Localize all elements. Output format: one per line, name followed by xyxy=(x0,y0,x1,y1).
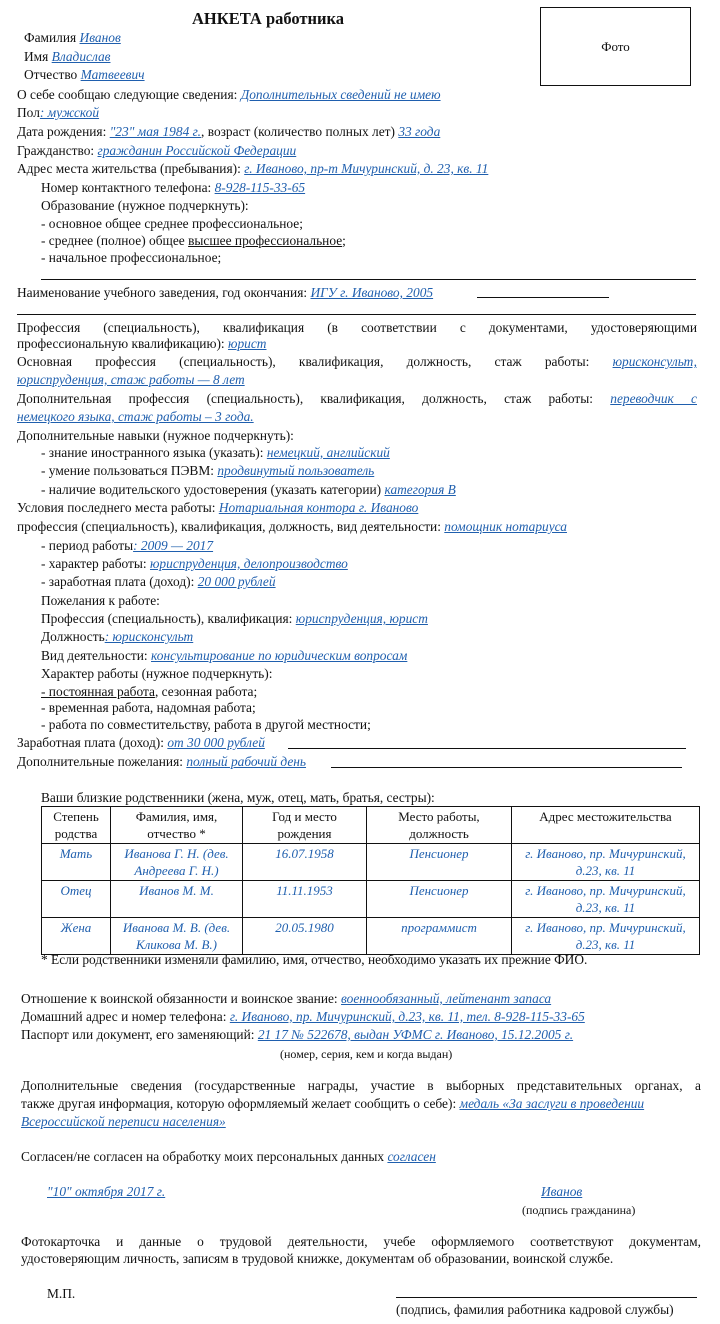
profession-line-1: Профессия (специальность), квалификация (в соответствии с документами, удостоверяющими xyxy=(17,320,697,335)
work-character-option-2[interactable]: - временная работа, надомная работа; xyxy=(41,700,256,715)
table-header-row xyxy=(42,807,700,844)
home-address-field[interactable]: г. Иваново, пр. Мичуринский, д.23, кв. 11, тел. 8-928-115-33-65 xyxy=(229,1009,585,1024)
patronymic-row: Отчество Матвеевич xyxy=(24,67,145,82)
last-job-field[interactable]: Нотариальная контора г. Иваново xyxy=(218,500,419,515)
work-character-wish-label: Характер работы (нужное подчеркнуть): xyxy=(41,666,273,681)
table-cell[interactable]: 20.05.1980 xyxy=(243,918,367,955)
work-character-field[interactable]: юриспруденция, делопроизводство xyxy=(149,556,348,571)
column-header: Место работы, должность xyxy=(367,807,512,844)
last-salary-field[interactable]: 20 000 рублей xyxy=(197,574,276,589)
skills-label: Дополнительные навыки (нужное подчеркнуть): xyxy=(17,428,294,443)
salary-field[interactable]: от 30 000 рублей xyxy=(167,735,265,750)
statement-line-1: Фотокарточка и данные о трудовой деятельности, учебе оформляемого соответствуют документам, xyxy=(21,1234,701,1249)
date-field[interactable]: "10" октября 2017 г. xyxy=(47,1184,166,1199)
column-header: Адрес местожительства xyxy=(512,807,700,844)
wishes-label: Пожелания к работе: xyxy=(41,593,160,608)
passport-field[interactable]: 21 17 № 522678, выдан УФМС г. Иваново, 15.12.2005 г. xyxy=(257,1027,574,1042)
work-character-row: - характер работы: юриспруденция, делопроизводство xyxy=(41,556,348,571)
citizenship-field[interactable]: гражданин Российской Федерации xyxy=(97,143,297,158)
work-character-option-3[interactable]: - работа по совместительству, работа в другой местности; xyxy=(41,717,371,732)
passport-row: Паспорт или документ, его заменяющий: 21 17 № 522678, выдан УФМС г. Иваново, 15.12.2005 г. xyxy=(21,1027,574,1042)
pc-skills-row: - умение пользоваться ПЭВМ: продвинутый пользователь xyxy=(41,463,375,478)
extra-info-row: также другая информация, которую оформляемый желает сообщить о себе): медаль «За заслуги в проведении xyxy=(21,1096,645,1111)
table-row xyxy=(42,918,700,955)
wished-profession-row: Профессия (специальность), квалификация: юриспруденция, юрист xyxy=(41,611,428,626)
pc-skills-field[interactable]: продвинутый пользователь xyxy=(217,463,375,478)
table-cell[interactable]: г. Иваново, пр. Мичуринский, д.23, кв. 11 xyxy=(512,918,700,955)
table-cell[interactable]: Иванов М. М. xyxy=(111,881,243,918)
signature-hint: (подпись гражданина) xyxy=(522,1203,636,1217)
last-salary-row: - заработная плата (доход): 20 000 рублей xyxy=(41,574,276,589)
driving-field[interactable]: категория В xyxy=(384,482,456,497)
institution-field[interactable]: ИГУ г. Иваново, 2005 xyxy=(310,285,434,300)
education-option-3[interactable]: - начальное профессиональное; xyxy=(41,250,222,265)
age-field[interactable]: 33 года xyxy=(398,124,441,139)
main-profession-field[interactable]: юрисконсульт, xyxy=(612,354,697,369)
table-cell[interactable]: 16.07.1958 xyxy=(243,844,367,881)
language-row: - знание иностранного языка (указать): немецкий, английский xyxy=(41,445,390,460)
language-field[interactable]: немецкий, английский xyxy=(266,445,390,460)
additional-profession-line-2: немецкого языка, стаж работы – 3 года. xyxy=(17,409,254,424)
period-field[interactable]: : 2009 — 2017 xyxy=(133,538,214,553)
driving-row: - наличие водительского удостоверения (указать категории) категория В xyxy=(41,482,456,497)
last-job-row: Условия последнего места работы: Нотариальная контора г. Иваново xyxy=(17,500,419,515)
table-cell[interactable]: г. Иваново, пр. Мичуринский, д.23, кв. 11 xyxy=(512,844,700,881)
home-address-row: Домашний адрес и номер телефона: г. Иваново, пр. Мичуринский, д.23, кв. 11, тел. 8-928-115-33-65 xyxy=(21,1009,585,1024)
name-field[interactable]: Владислав xyxy=(51,49,111,64)
sex-field[interactable]: : мужской xyxy=(39,105,100,120)
passport-hint: (номер, серия, кем и когда выдан) xyxy=(280,1047,453,1061)
last-job-profession-row: профессия (специальность), квалификация, должность, вид деятельности: помощник нотариуса xyxy=(17,519,567,534)
column-header: Год и место рождения xyxy=(243,807,367,844)
table-cell[interactable]: Пенсионер xyxy=(367,844,512,881)
military-field[interactable]: военнообязанный, лейтенант запаса xyxy=(341,991,552,1006)
phone-field[interactable]: 8-928-115-33-65 xyxy=(214,180,306,195)
profession-row: профессиональную квалификацию): юрист xyxy=(17,336,267,351)
surname-row: Фамилия Иванов xyxy=(24,30,121,45)
table-row xyxy=(42,881,700,918)
period-row: - период работы: 2009 — 2017 xyxy=(41,538,214,553)
blank-line xyxy=(288,748,686,749)
extra-wishes-row: Дополнительные пожелания: полный рабочий день xyxy=(17,754,307,769)
education-option-2[interactable]: - среднее (полное) общее высшее профессиональное; xyxy=(41,233,346,248)
address-field[interactable]: г. Иваново, пр-т Мичуринский, д. 23, кв. 11 xyxy=(244,161,489,176)
sex-row: Пол: мужской xyxy=(17,105,100,120)
consent-field[interactable]: согласен xyxy=(387,1149,436,1164)
additional-profession-field[interactable]: переводчик с xyxy=(610,391,697,406)
position-field[interactable]: : юрисконсульт xyxy=(104,629,194,644)
photo-box xyxy=(540,7,691,86)
blank-line xyxy=(477,297,609,298)
consent-row: Согласен/не согласен на обработку моих персональных данных согласен xyxy=(21,1149,436,1164)
stamp-place: М.П. xyxy=(47,1286,76,1301)
education-label: Образование (нужное подчеркнуть): xyxy=(41,198,249,213)
table-cell[interactable]: Отец xyxy=(42,881,111,918)
blank-line xyxy=(331,767,682,768)
military-row: Отношение к воинской обязанности и воинское звание: военнообязанный, лейтенант запаса xyxy=(21,991,552,1006)
name-row: Имя Владислав xyxy=(24,49,111,64)
table-row xyxy=(42,844,700,881)
main-profession-row: Основная профессия (специальность), квалификация, должность, стаж работы: юрисконсульт, xyxy=(17,354,697,369)
statement-line-2: удостоверяющим личность, записям в трудовой книжке, документам об образовании, воинской службе. xyxy=(21,1251,614,1266)
patronymic-field[interactable]: Матвеевич xyxy=(80,67,145,82)
citizenship-row: Гражданство: гражданин Российской Федерации xyxy=(17,143,297,158)
extra-info-line-3: Всероссийской переписи населения» xyxy=(21,1114,226,1129)
photo-label: Фото xyxy=(601,38,630,54)
table-cell[interactable]: Иванова Г. Н. (дев. Андреева Г. Н.) xyxy=(111,844,243,881)
birth-row: Дата рождения: "23" мая 1984 г., возраст (количество полных лет) 33 года xyxy=(17,124,441,139)
table-cell[interactable]: 11.11.1953 xyxy=(243,881,367,918)
phone-row: Номер контактного телефона: 8-928-115-33-65 xyxy=(41,180,306,195)
extra-wishes-field[interactable]: полный рабочий день xyxy=(186,754,307,769)
last-job-profession-field[interactable]: помощник нотариуса xyxy=(444,519,567,534)
table-cell[interactable]: Пенсионер xyxy=(367,881,512,918)
extra-info-line-1: Дополнительные сведения (государственные награды, участие в выборных представительных органах, а xyxy=(21,1078,701,1093)
education-option-1[interactable]: - основное общее среднее профессиональное; xyxy=(41,216,303,231)
activity-field[interactable]: консультирование по юридическим вопросам xyxy=(151,648,408,663)
salary-row: Заработная плата (доход): от 30 000 рублей xyxy=(17,735,265,750)
blank-line xyxy=(17,314,696,315)
table-cell[interactable]: программист xyxy=(367,918,512,955)
surname-field[interactable]: Иванов xyxy=(79,30,121,45)
column-header: Степень родства xyxy=(42,807,111,844)
position-row: Должность: юрисконсульт xyxy=(41,629,194,644)
signature-field[interactable]: Иванов xyxy=(541,1184,583,1199)
relatives-label: Ваши близкие родственники (жена, муж, отец, мать, братья, сестры): xyxy=(41,790,435,805)
profession-field[interactable]: юрист xyxy=(228,336,267,351)
wished-profession-field[interactable]: юриспруденция, юрист xyxy=(295,611,428,626)
relatives-note: * Если родственники изменяли фамилию, имя, отчество, необходимо указать их прежние ФИО. xyxy=(41,952,588,967)
column-header: Фамилия, имя, отчество * xyxy=(111,807,243,844)
birth-date-field[interactable]: "23" мая 1984 г. xyxy=(109,124,202,139)
work-character-option-1[interactable]: - постоянная работа, сезонная работа; xyxy=(41,684,258,699)
table-cell[interactable]: Иванова М. В. (дев. Кликова М. В.) xyxy=(111,918,243,955)
institution-row: Наименование учебного заведения, год окончания: ИГУ г. Иваново, 2005 xyxy=(17,285,434,300)
extra-info-field[interactable]: медаль «За заслуги в проведении xyxy=(459,1096,645,1111)
about-row: О себе сообщаю следующие сведения: Дополнительных сведений не имею xyxy=(17,87,441,102)
main-profession-line-2: юриспруденция, стаж работы — 8 лет xyxy=(17,372,245,387)
address-row: Адрес места жительства (пребывания): г. Иваново, пр-т Мичуринский, д. 23, кв. 11 xyxy=(17,161,489,176)
about-field[interactable]: Дополнительных сведений не имею xyxy=(240,87,441,102)
table-cell[interactable]: г. Иваново, пр. Мичуринский, д.23, кв. 11 xyxy=(512,881,700,918)
blank-line xyxy=(41,279,696,280)
activity-row: Вид деятельности: консультирование по юридическим вопросам xyxy=(41,648,408,663)
hr-signature-line[interactable] xyxy=(396,1297,697,1298)
table-cell[interactable]: Жена xyxy=(42,918,111,955)
hr-signature-hint: (подпись, фамилия работника кадровой службы) xyxy=(396,1302,674,1317)
relatives-table xyxy=(41,806,700,955)
table-cell[interactable]: Мать xyxy=(42,844,111,881)
form-title: АНКЕТА работника xyxy=(192,9,345,28)
additional-profession-row: Дополнительная профессия (специальность), квалификация, должность, стаж работы: переводчик с xyxy=(17,391,697,406)
